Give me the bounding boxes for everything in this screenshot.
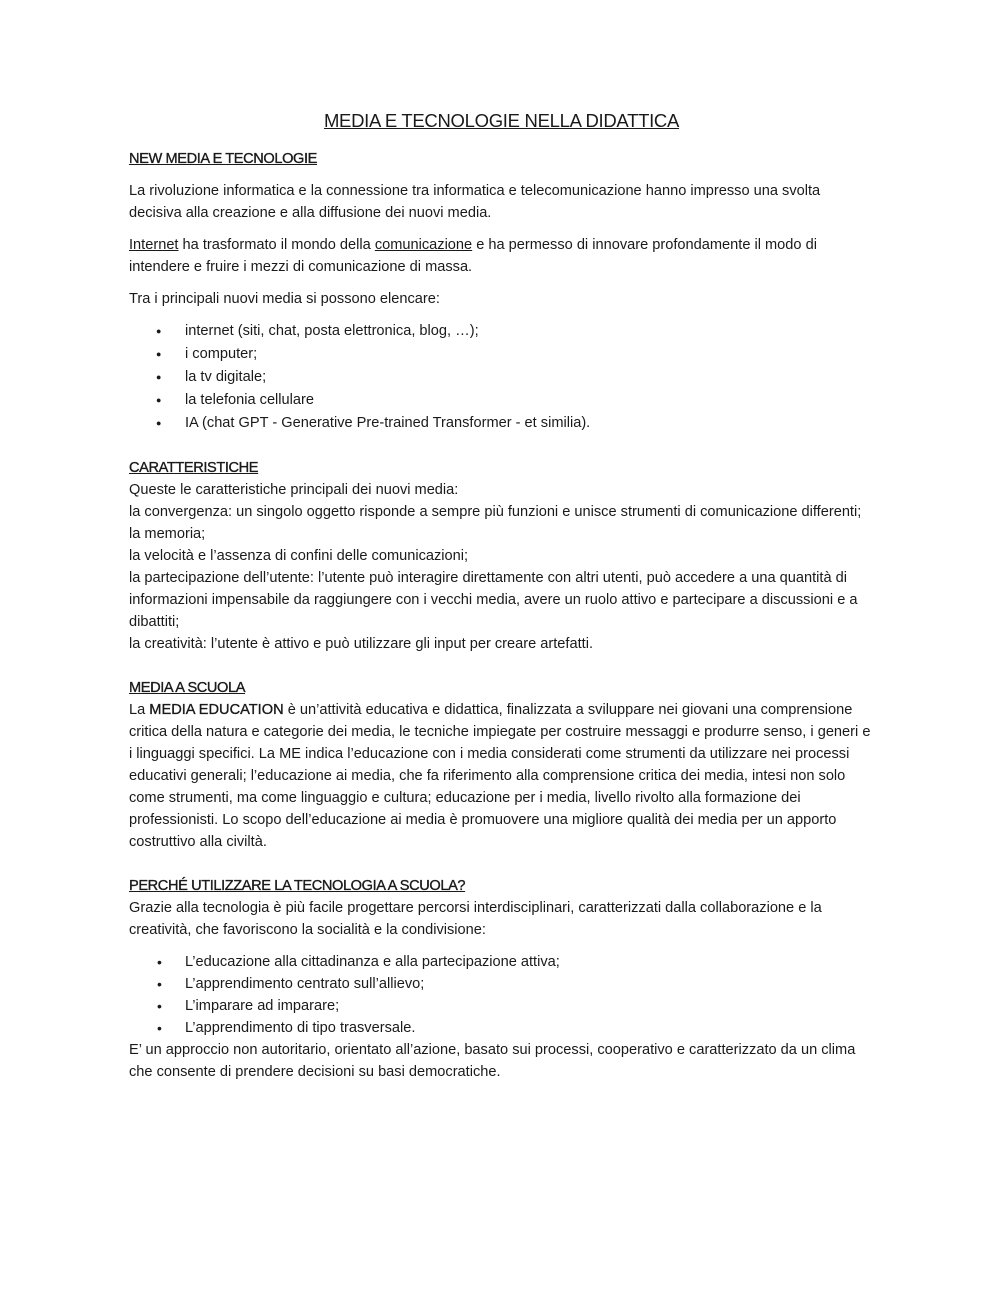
paragraph-internet [129,234,874,278]
caratteristiche-line: Queste le caratteristiche principali dei nuovi media: [129,482,459,498]
paragraph-tecnologia-intro: Grazie alla tecnologia è più facile progettare percorsi interdisciplinari, caratterizzati dalla collaborazione e la creatività, che favoriscono la socialità e la condivisione: [129,900,822,938]
section-heading-media-a-scuola: MEDIA A SCUOLA [129,680,246,696]
caratteristiche-line: la creatività: l’utente è attivo e può utilizzare gli input per creare artefatti. [129,636,593,652]
list-item: ● i computer; [129,343,874,366]
list-item: ● la telefonia cellulare [129,389,874,412]
list-item: • L’educazione alla cittadinanza e alla partecipazione attiva; [129,951,874,973]
paragraph-rivoluzione: La rivoluzione informatica e la connessione tra informatica e telecomunicazione hanno impresso una svolta decisiva alla creazione e alla diffusione dei nuovi media. [129,183,821,221]
paragraph-media-education-rest: è un’attività educativa e didattica, finalizzata a sviluppare nei giovani una comprensione critica della natura e categorie dei media, le tecniche impiegate per costruire messaggi e produrre senso, i generi e i linguaggi specifici. La ME indica l’educazione con i media considerati come strumenti da utilizzare nei processi educativi generali; l’educazione ai media, che fa riferimento alla comprensione critica dei media, intesi non solo come strumenti, ma come linguaggio e cultura; educazione per i media, livello rivolto alla formazione dei professionisti. Lo scopo dell’educazione ai media è promuovere una migliore qualità dei media per un apporto costruttivo alla civiltà. [129,702,871,850]
list-item: ● la tv digitale; [129,366,874,389]
paragraph-internet-text: ha trasformato il mondo della [178,237,375,253]
list-item: • L’apprendimento centrato sull’allievo; [129,973,874,995]
section-heading-caratteristiche: CARATTERISTICHE [129,460,259,476]
benefits-list [129,951,874,1039]
caratteristiche-line: la velocità e l’assenza di confini delle comunicazioni; [129,548,469,564]
new-media-list [129,320,874,435]
caratteristiche-line: la partecipazione dell’utente: l’utente può interagire direttamente con altri utenti, può accedere a una quantità di informazioni impensabile da raggiungere con i vecchi media, avere un ruolo attivo e partecipare a discussioni e a dibattiti; [129,570,858,630]
paragraph-internet-text-end: e ha permesso di innovare profondamente il modo di intendere e fruire i mezzi di comunicazione di massa. [129,237,817,275]
paragraph-approccio: E’ un approccio non autoritario, orientato all’azione, basato sui processi, cooperativo e caratterizzato da un clima che consente di prendere decisioni su basi democratiche. [129,1042,856,1080]
link-internet[interactable]: Internet [129,237,179,253]
paragraph-media-education-start: La [129,702,150,718]
caratteristiche-line: la memoria; [129,526,206,542]
list-item: ● internet (siti, chat, posta elettronica, blog, …); [129,320,874,343]
section-heading-new-media: NEW MEDIA E TECNOLOGIE [129,151,317,167]
paragraph-media-education [129,699,874,853]
caratteristiche-line: la convergenza: un singolo oggetto risponde a sempre più funzioni e unisce strumenti di comunicazione differenti; [129,504,862,520]
list-item: ● IA (chat GPT - Generative Pre-trained Transformer - et similia). [129,412,874,435]
media-education-term: MEDIA EDUCATION [149,702,284,718]
section-heading-perche-tecnologia: PERCHÉ UTILIZZARE LA TECNOLOGIA A SCUOLA? [129,878,466,894]
document-body [129,108,874,1083]
list-item: • L’apprendimento di tipo trasversale. [129,1017,874,1039]
link-comunicazione[interactable]: comunicazione [374,237,473,253]
list-item: • L’imparare ad imparare; [129,995,874,1017]
document-title: MEDIA E TECNOLOGIE NELLA DIDATTICA [323,110,680,131]
paragraph-elenco-intro: Tra i principali nuovi media si possono elencare: [129,291,440,307]
